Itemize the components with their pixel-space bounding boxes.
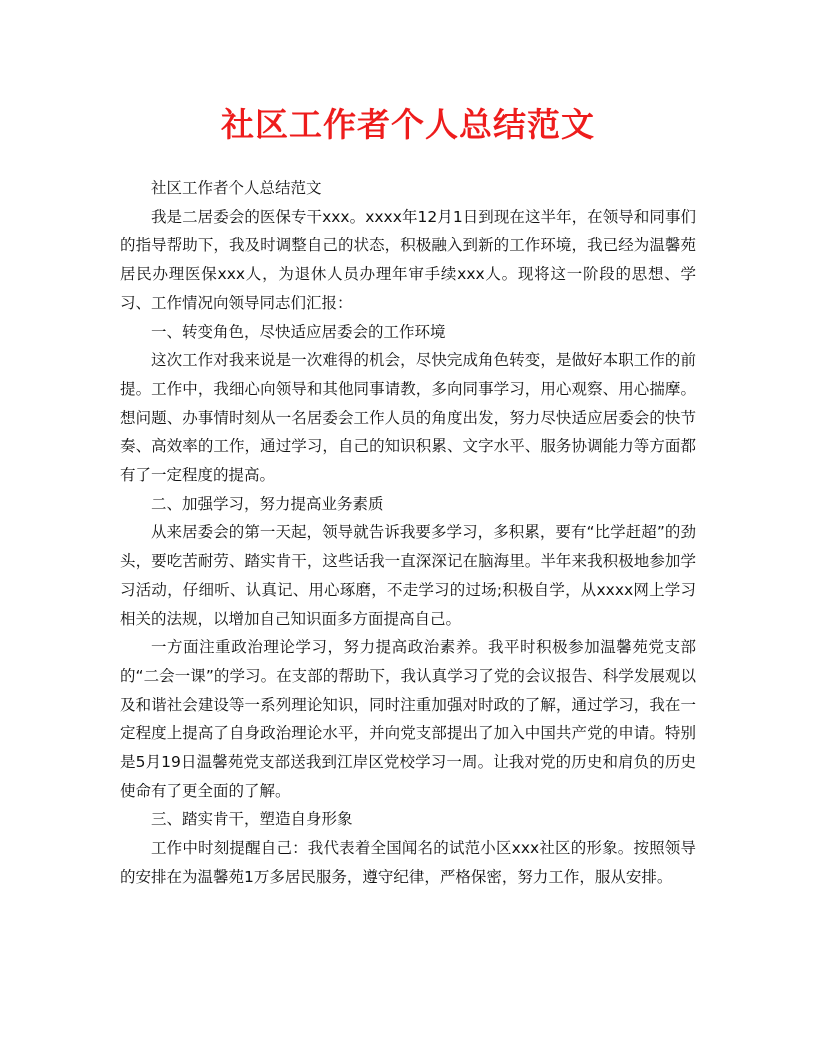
section-heading-1: 一、转变角色，尽快适应居委会的工作环境 [151,322,446,341]
document-body [120,174,696,892]
intro-paragraph: 我是二居委会的医保专干xxx。xxxx年12月1日到现在这半年，在领导和同事们的指导帮助下，我及时调整自己的状态，积极融入到新的工作环境，我已经为温馨苑居民办理医保xxx人，为退休人员办理年审手续xxx人。现将这一阶段的思想、学习、工作情况向领导同志们汇报： [120,207,696,312]
section-heading-2: 二、加强学习，努力提高业务素质 [151,494,384,513]
document-title: 社区工作者个人总结范文 [221,105,595,144]
section-heading-3: 三、踏实肯干，塑造自身形象 [151,810,353,829]
subtitle-paragraph: 社区工作者个人总结范文 [151,179,322,197]
section-2-paragraph-1: 从来居委会的第一天起，领导就告诉我要多学习，多积累，要有“比学赶超”的劲头，要吃苦耐劳、踏实肯干，这些话我一直深深记在脑海里。半年来我积极地参加学习活动，仔细听、认真记、用心琢磨，不走学习的过场;积极自学，从xxxx网上学习相关的法规，以增加自己知识面多方面提高自己。 [120,523,696,628]
section-3-paragraph: 工作中时刻提醒自己：我代表着全国闻名的试范小区xxx社区的形象。按照领导的安排在为温馨苑1万多居民服务，遵守纪律，严格保密，努力工作，服从安排。 [120,839,696,886]
section-2-paragraph-2: 一方面注重政治理论学习，努力提高政治素养。我平时积极参加温馨苑党支部的“二会一课”的学习。在支部的帮助下，我认真学习了党的会议报告、科学发展观以及和谐社会建设等一系列理论知识，同时注重加强对时政的了解，通过学习，我在一定程度上提高了自身政治理论水平，并向党支部提出了加入中国共产党的申请。特别是5月19日温馨苑党支部送我到江岸区党校学习一周。让我对党的历史和肩负的历史使命有了更全面的了解。 [120,638,696,800]
section-1-paragraph: 这次工作对我来说是一次难得的机会，尽快完成角色转变，是做好本职工作的前提。工作中，我细心向领导和其他同事请教，多向同事学习，用心观察、用心揣摩。想问题、办事情时刻从一名居委会工作人员的角度出发，努力尽快适应居委会的快节奏、高效率的工作，通过学习，自己的知识积累、文字水平、服务协调能力等方面都有了一定程度的提高。 [120,351,696,485]
